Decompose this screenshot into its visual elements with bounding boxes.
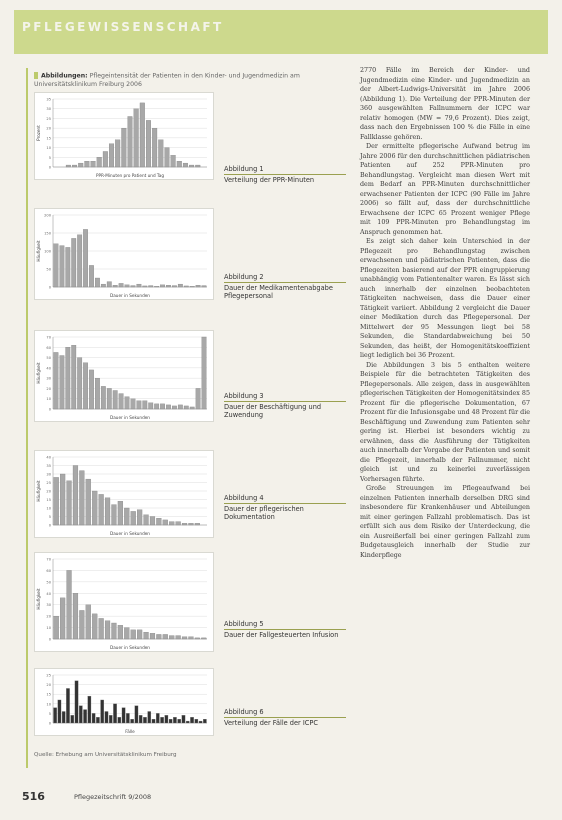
bar — [202, 337, 207, 409]
y-tick-label: 20 — [46, 683, 51, 688]
caption-label: Abbildungen: — [41, 72, 88, 80]
bar — [118, 717, 121, 723]
bar — [113, 390, 118, 409]
y-tick-label: 150 — [44, 231, 51, 236]
journal-name: Pflegezeitschrift 9/2008 — [74, 793, 152, 801]
bar — [173, 717, 176, 723]
figure-number: Abbildung 2 — [224, 273, 346, 283]
bar — [88, 696, 91, 723]
bar — [79, 610, 84, 639]
paragraph: Der ermittelte pflegerische Aufwand betrug im Jahre 2006 für den durchschnittlichen pädiatrischen Patienten auf 252 PPR-Minuten pro Behandlungstag. Vergleicht man diesen Wert mit dem Bedarf an PPR-Minuten durchschnittlicher erwachsener Patienten der ICPC (90 Fälle im Jahre 2006) so fällt auf, dass der durchschnittliche Erwachsene der ICPC 65 Prozent weniger Pflege mit 109 PPR-Minuten pro Behandlungstag im Anspruch genommen hat. — [360, 143, 530, 236]
bar — [73, 593, 78, 639]
bar — [124, 628, 129, 639]
bar — [131, 511, 136, 525]
bar — [105, 498, 110, 525]
figures-caption — [34, 72, 344, 89]
bar — [124, 508, 129, 525]
bar — [184, 286, 189, 287]
bar — [131, 286, 136, 287]
bar — [144, 515, 149, 525]
bar — [148, 711, 151, 723]
y-axis-label: Häufigkeit — [36, 588, 41, 610]
bar — [101, 386, 106, 409]
bar — [58, 700, 61, 723]
bar — [148, 286, 153, 287]
x-axis-label: Dauer in Sekunden — [110, 415, 150, 420]
bar — [112, 623, 117, 639]
figure-6-label — [224, 708, 346, 727]
y-tick-label: 50 — [46, 580, 51, 585]
bar — [196, 285, 201, 287]
figure-number: Abbildung 3 — [224, 392, 346, 402]
bar — [128, 116, 133, 167]
bar — [176, 636, 181, 639]
bar — [131, 630, 136, 639]
bar — [77, 358, 82, 409]
page-number: 516 — [22, 790, 45, 803]
y-tick-label: 70 — [46, 335, 51, 340]
bar — [89, 265, 94, 287]
figure-title: Verteilung der Fälle der ICPC — [224, 719, 318, 728]
bar — [172, 406, 177, 409]
y-tick-label: 10 — [46, 626, 51, 631]
y-tick-label: 15 — [46, 498, 51, 502]
bar — [125, 397, 130, 409]
bar — [137, 401, 142, 409]
y-tick-label: 20 — [46, 386, 51, 391]
bar — [182, 523, 187, 525]
bar — [190, 717, 193, 723]
y-tick-label: 60 — [46, 345, 51, 350]
bar — [54, 616, 59, 639]
bar — [107, 388, 112, 409]
bar — [92, 491, 97, 525]
bar — [60, 356, 65, 409]
bar — [203, 719, 206, 723]
bar — [60, 474, 65, 525]
bar — [152, 128, 157, 167]
bar — [107, 282, 112, 287]
page-footer — [14, 786, 548, 808]
y-tick-label: 50 — [46, 356, 51, 361]
bar — [189, 523, 194, 525]
y-axis-label: Häufigkeit — [36, 362, 41, 384]
bar — [202, 286, 207, 287]
caption-marker-icon — [34, 72, 38, 79]
bar — [137, 630, 142, 639]
bar — [171, 155, 176, 167]
bar — [169, 636, 174, 639]
bar — [196, 388, 201, 409]
bar-chart-svg — [35, 331, 213, 421]
bar — [72, 165, 77, 167]
y-tick-label: 25 — [46, 673, 51, 678]
bar — [156, 518, 161, 525]
y-tick-label: 50 — [46, 267, 51, 272]
y-tick-label: 40 — [46, 366, 51, 371]
bar — [190, 286, 195, 287]
bar — [126, 713, 129, 723]
bar — [121, 128, 126, 167]
y-axis-label: Häufigkeit — [36, 240, 41, 262]
bar — [199, 721, 202, 723]
bar — [86, 605, 91, 639]
bar — [83, 229, 88, 287]
y-tick-label: 20 — [46, 126, 51, 131]
bar — [54, 352, 59, 409]
bar — [60, 246, 65, 287]
y-tick-label: 25 — [46, 481, 51, 485]
y-tick-label: 15 — [46, 692, 51, 697]
bar — [177, 161, 182, 167]
figure-title: Dauer der Fallgesteuerten Infusion — [224, 631, 339, 640]
bar — [95, 278, 100, 287]
y-axis-label: Prozent — [36, 125, 41, 141]
bar — [97, 157, 102, 167]
figure-title: Verteilung der PPR-Minuten — [224, 176, 315, 185]
bar — [152, 719, 155, 723]
bar — [139, 715, 142, 723]
bar — [92, 614, 97, 639]
bar — [92, 713, 95, 723]
figure-title: Dauer der pflegerischen Dokumentation — [224, 505, 304, 522]
bar-chart-svg — [35, 669, 213, 735]
bar — [165, 715, 168, 723]
bar — [79, 471, 84, 525]
x-axis-label: Fälle — [125, 729, 135, 734]
body-text-column — [360, 66, 530, 560]
bar — [131, 719, 134, 723]
bar — [137, 284, 142, 287]
bar — [184, 406, 189, 409]
bar — [186, 721, 189, 723]
y-tick-label: 30 — [46, 472, 51, 477]
bar — [66, 165, 71, 167]
bar — [183, 163, 188, 167]
bar — [150, 633, 155, 639]
bar — [125, 285, 130, 287]
x-axis-label: PPR-Minuten pro Patient und Tag — [95, 173, 165, 178]
bar — [143, 286, 148, 287]
bar — [77, 235, 82, 287]
bar — [103, 151, 108, 167]
bar — [78, 163, 83, 167]
bar-chart-svg — [35, 93, 213, 179]
figure-4-label — [224, 494, 346, 522]
bar — [176, 522, 181, 525]
bar — [166, 285, 171, 287]
y-tick-label: 40 — [46, 455, 51, 460]
bar — [75, 681, 78, 723]
bar — [144, 632, 149, 639]
bar — [99, 494, 104, 525]
bar — [122, 708, 125, 723]
bar — [154, 404, 159, 409]
bar — [146, 120, 151, 167]
figure-1-chart — [34, 92, 214, 180]
y-tick-label: 10 — [46, 146, 51, 151]
bar — [163, 634, 168, 639]
figure-number: Abbildung 1 — [224, 165, 346, 175]
y-tick-label: 25 — [46, 116, 51, 121]
bar — [91, 161, 96, 167]
bar — [158, 140, 163, 167]
bar — [112, 505, 117, 525]
figure-1-label — [224, 165, 346, 184]
y-tick-label: 10 — [46, 702, 51, 707]
bar — [182, 637, 187, 639]
bar — [135, 706, 138, 723]
bar — [85, 161, 90, 167]
bar — [71, 345, 76, 409]
bar — [66, 688, 69, 723]
bar — [156, 634, 161, 639]
figure-source: Quelle: Erhebung am Universitätsklinikum Freiburg — [34, 752, 177, 758]
bar — [163, 520, 168, 525]
section-title: PFLEGEWISSENSCHAFT — [22, 20, 224, 34]
bar — [105, 711, 108, 723]
bar — [119, 283, 124, 287]
bar — [172, 286, 177, 287]
bar — [96, 717, 99, 723]
bar — [60, 598, 65, 639]
caption-text: Pflegeintensität der Patienten in den Kinder- und Jugendmedizin am Universitätsklinikum Freiburg 2006 — [34, 72, 300, 88]
bar — [115, 140, 120, 167]
bar — [54, 477, 59, 525]
figure-number: Abbildung 5 — [224, 620, 346, 630]
bar — [101, 284, 106, 287]
y-tick-label: 0 — [48, 637, 51, 642]
bar — [195, 638, 200, 639]
bar — [195, 523, 200, 525]
figure-5-chart — [34, 552, 214, 652]
bar — [178, 719, 181, 723]
bar — [195, 165, 200, 167]
bar — [99, 618, 104, 639]
y-tick-label: 35 — [46, 464, 51, 468]
bar — [71, 715, 74, 723]
bar — [160, 717, 163, 723]
x-axis-label: Dauer in Sekunden — [110, 645, 150, 650]
bar — [89, 370, 94, 409]
paragraph: 2770 Fälle im Bereich der Kinder- und Jugendmedizin eine Kinder- und Jugendmedizin an der Albert-Ludwigs-Universität im Jahre 2006 (Abbildung 1). Die Verteilung der PPR-Minuten der 360 ausgewählten Fallnummern der ICPC war relativ homogen (MW = 79,6 Prozent). Dies zeigt, dass nach den Ergebnissen 100 % die Fälle in eine Fallklasse gehören. — [360, 67, 530, 141]
bar — [131, 399, 136, 409]
paragraph: Es zeigt sich daher kein Unterschied in der Pflegezeit pro Behandlungstag zwischen erwachsenen und pädiatrischen Patienten, dass die Pflegezeiten basierend auf der PPR eingruppierung unabhängig vom Patientenalter waren. Es lässt sich auch innerhalb der einzelnen beobachteten Tätigkeiten nachweisen, dass die Dauer einer Tätigkeit variiert. Abbildung 2 vergleicht die Dauer einer Medikation durch das Pflegepersonal. Der Mittelwert der 95 Messungen liegt bei 58 Sekunden, die Standardabweichung bei 50 Sekunden, das heißt, der Homogenitätskoeffizient liegt lediglich bei 36 Prozent. — [360, 238, 530, 359]
figure-3-chart — [34, 330, 214, 422]
bar — [105, 621, 110, 639]
bar — [143, 401, 148, 409]
bar — [66, 247, 71, 287]
bar — [79, 706, 82, 723]
bar — [113, 704, 116, 723]
bar — [160, 285, 165, 287]
bar — [140, 103, 145, 167]
y-tick-label: 30 — [46, 107, 51, 112]
y-tick-label: 5 — [48, 711, 51, 716]
bar — [67, 570, 72, 639]
bar — [71, 238, 76, 287]
bar — [165, 148, 170, 167]
bar — [118, 625, 123, 639]
y-tick-label: 0 — [48, 285, 51, 290]
bar — [73, 466, 78, 526]
bar — [201, 638, 206, 639]
bar — [83, 363, 88, 409]
bar — [67, 481, 72, 525]
figure-3-label — [224, 392, 346, 420]
bar — [190, 407, 195, 409]
bar — [178, 284, 183, 287]
bar-chart-svg — [35, 451, 213, 537]
x-axis-label: Dauer in Sekunden — [110, 293, 150, 298]
bar — [118, 501, 123, 525]
bar — [182, 715, 185, 723]
bar — [154, 286, 159, 287]
y-tick-label: 60 — [46, 568, 51, 573]
bar — [66, 347, 71, 409]
bar — [119, 394, 124, 409]
y-tick-label: 100 — [44, 249, 51, 254]
y-tick-label: 0 — [48, 721, 51, 726]
x-axis-label: Dauer in Sekunden — [110, 531, 150, 536]
y-tick-label: 5 — [48, 155, 51, 160]
figure-number: Abbildung 4 — [224, 494, 346, 504]
y-axis-label: Häufigkeit — [36, 480, 41, 502]
y-tick-label: 30 — [46, 376, 51, 381]
y-tick-label: 15 — [46, 136, 51, 141]
figure-title: Dauer der Beschäftigung und Zuwendung — [224, 403, 322, 420]
figure-5-label — [224, 620, 346, 639]
bar-chart-svg — [35, 209, 213, 299]
y-tick-label: 10 — [46, 397, 51, 402]
figure-4-chart — [34, 450, 214, 538]
y-tick-label: 10 — [46, 506, 51, 511]
paragraph: Große Streuungen im Pflegeaufwand bei einzelnen Patienten innerhalb derselben DRG sind insbesondere für Krankenhäuser und Abteilungen mit einer geringen Fallzahl problematisch. Das ist erfüllt sich aus dem Risiko der Unterdeckung, die ein Ausreißerfall bei einer geringen Fallzahl zum Budgetausgleich innerhalb der Studie zur Kinderpflege — [360, 485, 530, 559]
y-tick-label: 20 — [46, 614, 51, 619]
y-tick-label: 20 — [46, 489, 51, 494]
figure-title: Dauer der Medikamentenabgabe Pflegepersonal — [224, 284, 333, 301]
bar — [83, 710, 86, 723]
bar — [137, 510, 142, 525]
bar-chart-svg — [35, 553, 213, 651]
y-tick-label: 35 — [46, 97, 51, 102]
bar — [54, 708, 57, 723]
y-tick-label: 0 — [48, 165, 51, 170]
bar — [166, 405, 171, 409]
bar — [134, 109, 139, 167]
bar — [62, 711, 65, 723]
bar — [178, 405, 183, 409]
bar — [113, 285, 118, 287]
bar — [150, 517, 155, 526]
y-tick-label: 0 — [48, 407, 51, 412]
bar — [169, 719, 172, 723]
y-tick-label: 200 — [44, 213, 51, 218]
bar — [169, 522, 174, 525]
bar — [54, 244, 59, 287]
y-tick-label: 40 — [46, 591, 51, 596]
y-tick-label: 30 — [46, 603, 51, 608]
bar — [189, 165, 194, 167]
y-tick-label: 70 — [46, 557, 51, 562]
y-tick-label: 0 — [48, 523, 51, 528]
bar — [148, 403, 153, 409]
bar — [109, 144, 114, 167]
bar — [109, 715, 112, 723]
bar — [156, 713, 159, 723]
figure-6-chart — [34, 668, 214, 736]
bar — [143, 717, 146, 723]
bar — [86, 479, 91, 525]
bar — [101, 700, 104, 723]
bar — [189, 637, 194, 639]
figure-number: Abbildung 6 — [224, 708, 346, 718]
bar — [195, 719, 198, 723]
y-tick-label: 5 — [48, 515, 51, 519]
figure-2-label — [224, 273, 346, 301]
paragraph: Die Abbildungen 3 bis 5 enthalten weitere Beispiele für die betrachteten Tätigkeiten des Pflegepersonals. Alle zeigen, dass in ausgewählten pflegerischen Tätigkeiten der Homogenitätsindex 85 Prozent für die pflegerische Dokumentation, 67 Prozent für die Infusionsgabe und 48 Prozent für die Beschäftigung und Zuwendung zum Patienten sehr gering ist. Hierbei ist besonders wichtig zu erwähnen, dass die Ausführung der Tätigkeiten auch innerhalb der Vorgabe der Patienten und somit die Pflegezeit, innerhalb der Fallnummer, nicht gleich ist und zu keinerlei zuverlässigen Vorhersagen führte. — [360, 361, 530, 483]
figure-2-chart — [34, 208, 214, 300]
bar — [95, 378, 100, 409]
bar — [160, 404, 165, 409]
